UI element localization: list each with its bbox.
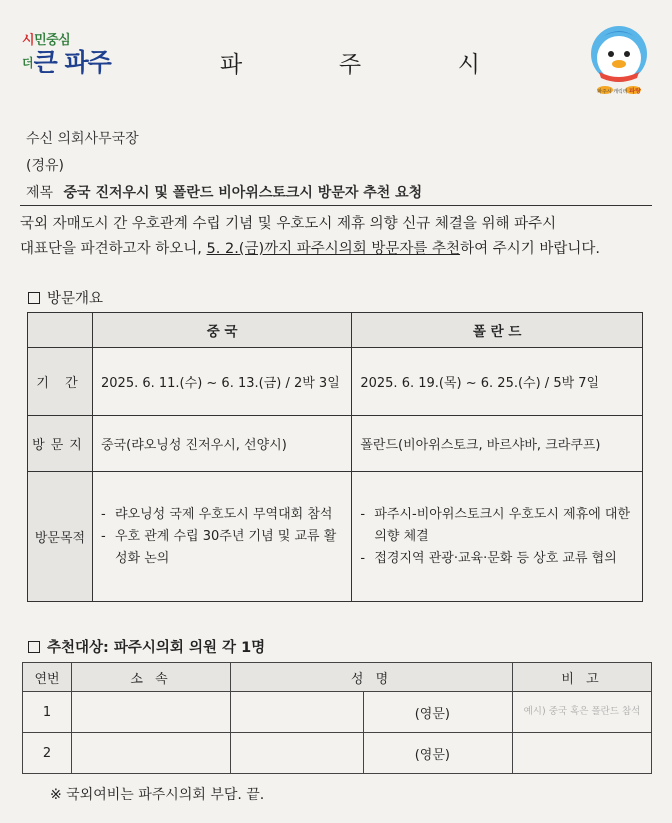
col-china: 중 국 bbox=[93, 313, 352, 348]
affiliation-cell[interactable] bbox=[72, 733, 231, 774]
title-char: 파 bbox=[220, 52, 243, 78]
purpose-list-china bbox=[101, 504, 343, 570]
row-label-period: 기 간 bbox=[28, 348, 93, 416]
paju-logo bbox=[22, 33, 111, 79]
mascot-caption: 파주시 캐릭터 파랑 bbox=[597, 88, 641, 95]
checkbox-square-icon bbox=[28, 292, 40, 304]
section-visit-overview: 방문개요 bbox=[28, 287, 103, 308]
name-cell[interactable] bbox=[231, 692, 364, 733]
subject-rule bbox=[20, 205, 652, 206]
title-char: 시 bbox=[457, 52, 480, 78]
checkbox-square-icon bbox=[28, 641, 40, 653]
footer-note: ※ 국외여비는 파주시의회 부담. 끝. bbox=[50, 787, 265, 803]
table-row bbox=[28, 472, 643, 602]
title-char: 주 bbox=[338, 52, 362, 78]
name-cell[interactable] bbox=[231, 733, 364, 774]
purpose-list-poland bbox=[360, 504, 634, 570]
logo-small-text: 더 bbox=[22, 56, 34, 70]
table-row: 2 (영문) bbox=[23, 733, 652, 774]
affiliation-cell[interactable] bbox=[72, 692, 231, 733]
subject-line bbox=[26, 182, 422, 202]
document-title bbox=[220, 46, 480, 79]
table-row: 방문지 중국(랴오닝성 진저우시, 선양시) 폴란드(비아위스토크, 바르샤바, 크라쿠프) bbox=[28, 416, 643, 472]
row-label-place: 방문지 bbox=[28, 416, 93, 472]
subject-text: 중국 진저우시 및 폴란드 비아위스토크시 방문자 추천 요청 bbox=[63, 185, 423, 201]
table-row: 1 (영문) 예시) 중국 혹은 폴란드 참석 bbox=[23, 692, 652, 733]
remarks-cell[interactable] bbox=[513, 733, 652, 774]
list-item: - 파주시-비아위스토크시 우호도시 제휴에 대한 의향 체결 bbox=[360, 504, 634, 548]
english-name-cell[interactable]: (영문) bbox=[364, 692, 513, 733]
table-row: 기 간 2025. 6. 11.(수) ~ 6. 13.(금) / 2박 3일 2025. 6. 19.(목) ~ 6. 25.(수) / 5박 7일 bbox=[28, 348, 643, 416]
remarks-cell[interactable]: 예시) 중국 혹은 폴란드 참석 bbox=[513, 692, 652, 733]
recommendation-table: 연번 소 속 성 명 비 고 1 (영문) 예시) 중국 혹은 폴란드 참석 2 (영문) bbox=[22, 662, 652, 774]
section-recommendation: 추천대상: 파주시의회 의원 각 1명 bbox=[28, 636, 265, 657]
logo-big-text: 큰 파주 bbox=[33, 48, 111, 77]
recipient-line: 수신 의회사무국장 bbox=[26, 131, 139, 147]
english-name-cell[interactable]: (영문) bbox=[364, 733, 513, 774]
col-poland: 폴 란 드 bbox=[352, 313, 643, 348]
body-paragraph: 국외 자매도시 간 우호관계 수립 기념 및 우호도시 제휴 의향 신규 체결을 위해 파주시 대표단을 파견하고자 하오니, 5. 2.(금)까지 파주시의회 방문자를 추천하여 주시기 바랍니다. bbox=[20, 216, 600, 257]
list-item: - 접경지역 관광·교육·문화 등 상호 교류 협의 bbox=[360, 548, 634, 570]
row-label-purpose: 방문목적 bbox=[28, 472, 93, 602]
visit-overview-table bbox=[27, 312, 643, 602]
via-line: (경유) bbox=[26, 158, 64, 174]
list-item: - 랴오닝성 국제 우호도시 무역대회 참석 bbox=[101, 504, 343, 526]
logo-slogan: 시민중심 bbox=[22, 33, 71, 48]
list-item: - 우호 관계 수립 30주년 기념 및 교류 활성화 논의 bbox=[101, 526, 343, 570]
subject-label: 제목 bbox=[26, 185, 54, 201]
deadline-underlined: 5. 2.(금)까지 파주시의회 방문자를 추천 bbox=[206, 241, 461, 257]
